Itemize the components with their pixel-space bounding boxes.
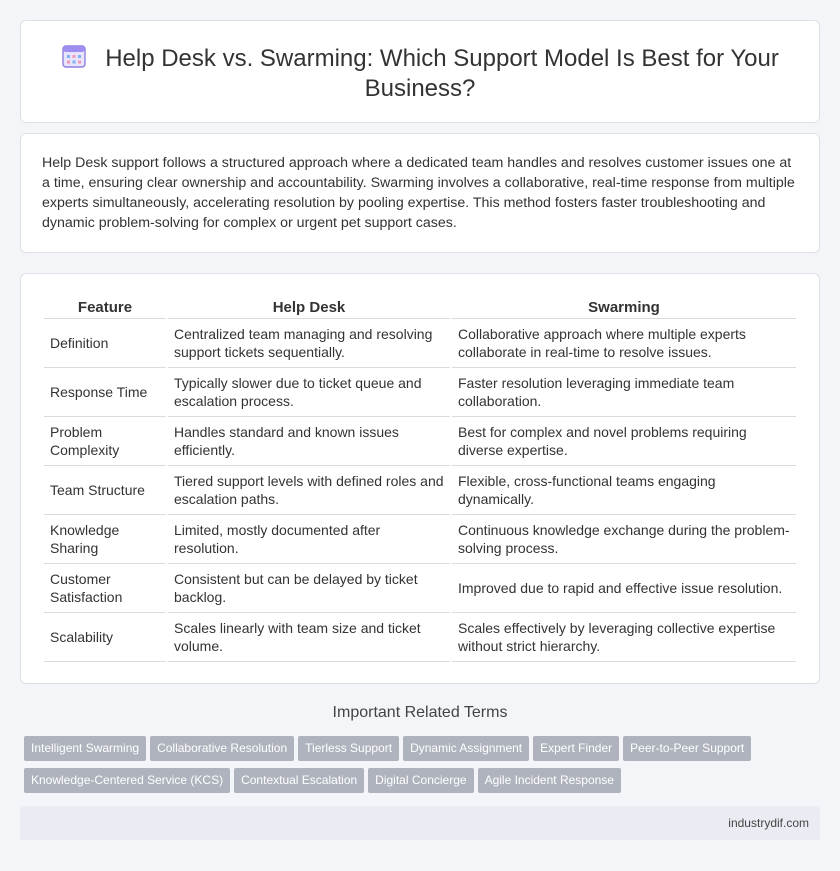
table-row (44, 417, 796, 466)
help-desk-cell: Centralized team managing and resolving support tickets sequentially. (168, 319, 450, 368)
related-term-tag[interactable]: Contextual Escalation (234, 768, 364, 793)
intro-card (20, 133, 820, 253)
footer-site-link[interactable]: industrydif.com (728, 816, 809, 830)
help-desk-cell: Handles standard and known issues efficiently. (168, 417, 450, 466)
help-desk-cell: Limited, mostly documented after resolution. (168, 515, 450, 564)
table-row (44, 368, 796, 417)
help-desk-cell: Tiered support levels with defined roles and escalation paths. (168, 466, 450, 515)
comparison-table (42, 296, 798, 662)
swarming-cell: Best for complex and novel problems requiring diverse expertise. (452, 417, 796, 466)
feature-cell: Knowledge Sharing (44, 515, 166, 564)
help-desk-cell: Consistent but can be delayed by ticket backlog. (168, 564, 450, 613)
help-desk-cell: Scales linearly with team size and ticket volume. (168, 613, 450, 662)
related-term-tag[interactable]: Expert Finder (533, 736, 619, 761)
related-terms-heading: Important Related Terms (332, 704, 508, 721)
swarming-cell: Scales effectively by leveraging collective expertise without strict hierarchy. (452, 613, 796, 662)
swarming-cell: Collaborative approach where multiple experts collaborate in real-time to resolve issues. (452, 319, 796, 368)
column-header-feature: Feature (44, 296, 166, 319)
table-row (44, 319, 796, 368)
swarming-cell: Faster resolution leveraging immediate team collaboration. (452, 368, 796, 417)
comparison-card (20, 273, 820, 684)
feature-cell: Customer Satisfaction (44, 564, 166, 613)
related-term-tag[interactable]: Agile Incident Response (478, 768, 621, 793)
feature-cell: Response Time (44, 368, 166, 417)
related-term-tag[interactable]: Digital Concierge (368, 768, 473, 793)
column-header-help-desk: Help Desk (168, 296, 450, 319)
related-term-tag[interactable]: Collaborative Resolution (150, 736, 294, 761)
title-card (20, 20, 820, 123)
page-title: Help Desk vs. Swarming: Which Support Model Is Best for Your Business? (105, 45, 779, 102)
table-row (44, 515, 796, 564)
swarming-cell: Flexible, cross-functional teams engaging dynamically. (452, 466, 796, 515)
related-term-tag[interactable]: Tierless Support (298, 736, 399, 761)
related-term-tag[interactable]: Peer-to-Peer Support (623, 736, 751, 761)
swarming-cell: Improved due to rapid and effective issue resolution. (452, 564, 796, 613)
table-row (44, 466, 796, 515)
swarming-cell: Continuous knowledge exchange during the problem-solving process. (452, 515, 796, 564)
related-term-tag[interactable]: Intelligent Swarming (24, 736, 146, 761)
calendar-grid-icon (61, 43, 87, 69)
related-term-tag[interactable]: Knowledge-Centered Service (KCS) (24, 768, 230, 793)
related-terms-list (24, 736, 814, 800)
feature-cell: Definition (44, 319, 166, 368)
feature-cell: Scalability (44, 613, 166, 662)
table-header-row (44, 296, 796, 319)
feature-cell: Problem Complexity (44, 417, 166, 466)
table-row (44, 613, 796, 662)
help-desk-cell: Typically slower due to ticket queue and escalation process. (168, 368, 450, 417)
column-header-swarming: Swarming (452, 296, 796, 319)
title-wrap (21, 43, 819, 104)
intro-paragraph: Help Desk support follows a structured approach where a dedicated team handles and resolves customer issues one at a time, ensuring clear ownership and accountability. Swarming involves a collaborative, real-time response from multiple experts simultaneously, accelerating resolution by pooling expertise. This method fosters faster troubleshooting and dynamic problem-solving for complex or urgent pet support cases. (42, 155, 795, 231)
table-row (44, 564, 796, 613)
footer-bar (20, 806, 820, 840)
feature-cell: Team Structure (44, 466, 166, 515)
related-term-tag[interactable]: Dynamic Assignment (403, 736, 529, 761)
